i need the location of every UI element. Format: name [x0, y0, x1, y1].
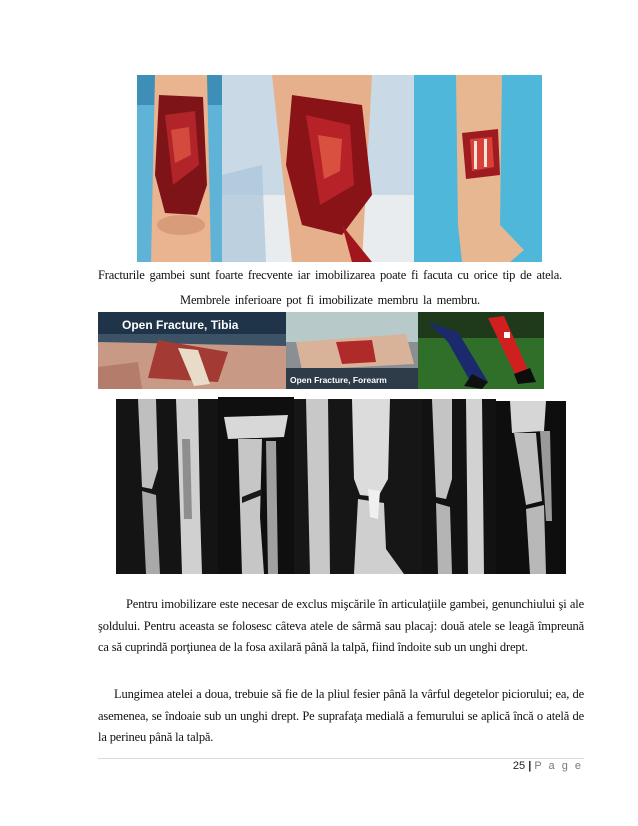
body-paragraph-1 [98, 594, 584, 659]
open-fracture-forearm-photo [286, 312, 418, 389]
leg-wound-photo-1 [137, 75, 222, 262]
tibia-banner-text: Open Fracture, Tibia [122, 318, 239, 332]
page-number: 25 [512, 760, 526, 772]
footer-divider [98, 758, 584, 759]
open-fracture-tibia-photo [98, 312, 286, 389]
footer-separator: | [528, 760, 532, 772]
leg-surgical-wound-photo [414, 75, 542, 262]
page-label: P a g e [534, 760, 583, 772]
body-paragraph-2-text: Lungimea atelei a doua, trebuie să fie de la pliul fesier până la vârful degetelor piciorului; ea, de asemenea, se îndoaie sub un unghi drept. Pe suprafaţa medială a femurului se aplică încă o atelă de la perineu până la talpă. [98, 687, 584, 744]
forearm-banner-text: Open Fracture, Forearm [290, 375, 387, 385]
caption-line-1: Fracturile gambei sunt foarte frecvente iar imobilizarea poate fi facuta cu orice tip de atela. [98, 268, 562, 282]
page-footer [513, 760, 583, 772]
xray-image-2 [218, 397, 294, 574]
xray-image-4 [422, 399, 496, 574]
caption-line-2: Membrele inferioare pot fi imobilizate membru la membru. [180, 293, 480, 307]
xray-image-3 [294, 399, 422, 574]
xray-image-5 [496, 401, 566, 574]
body-paragraph-1-text: Pentru imobilizare este necesar de exclus mişcările în articulaţiile gambei, genunchiului şi ale şoldului. Pentru aceasta se folosesc câteva atele de sârmă sau placaj: două atele se leagă împreună ca să cuprindă porţiunea de la fosa axilară până la talpă, fiind îndoite sub un unghi drept. [98, 597, 584, 654]
body-paragraph-2 [98, 684, 584, 749]
leg-open-wound-photo [222, 75, 414, 262]
xray-image-1 [116, 399, 218, 574]
soccer-leg-injury-photo [418, 312, 544, 389]
